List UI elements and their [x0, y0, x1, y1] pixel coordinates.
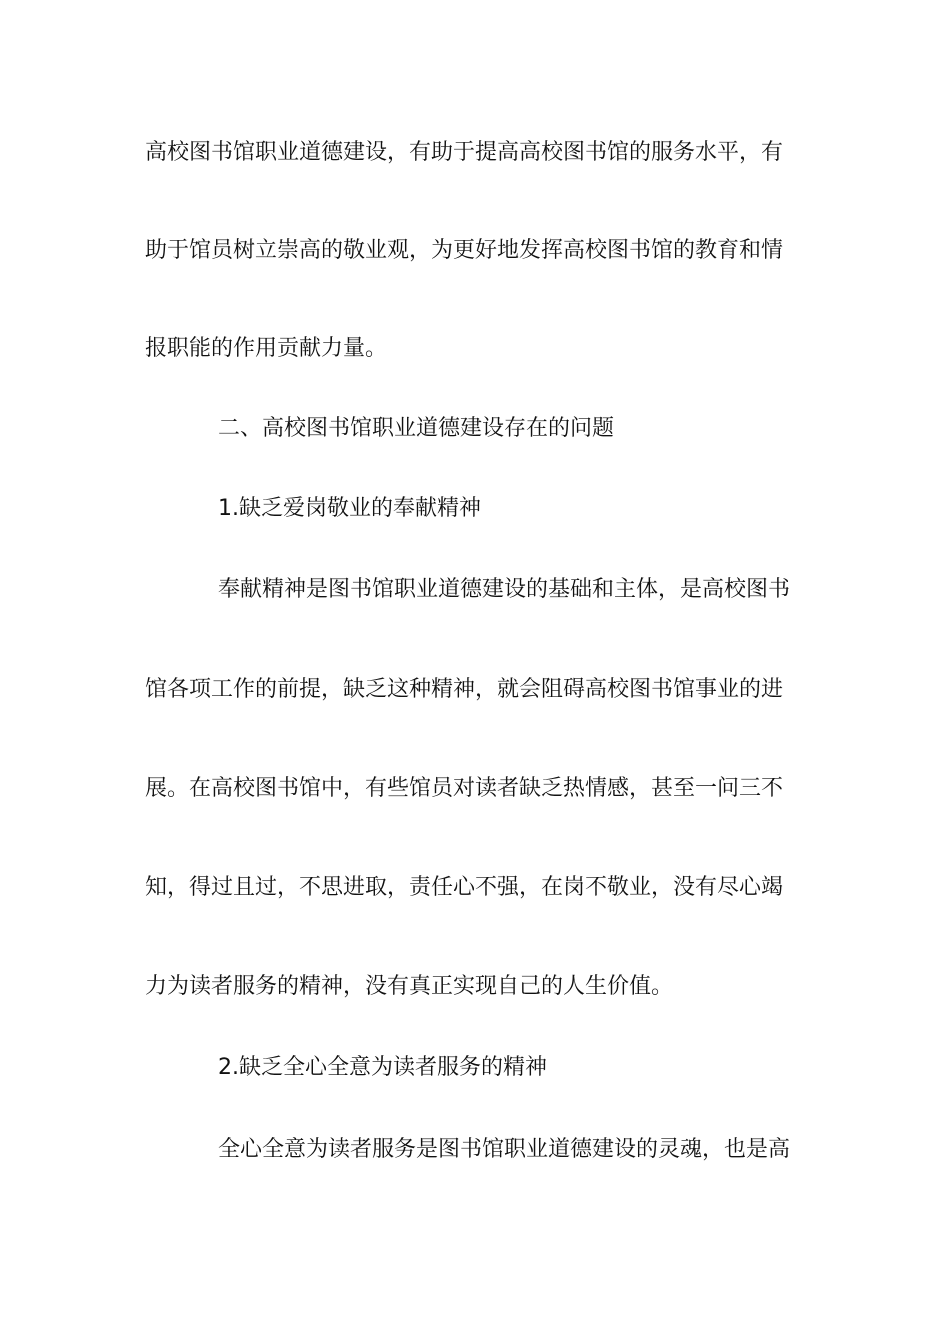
- paragraph-text-line: 奉献精神是图书馆职业道德建设的基础和主体，是高校图书: [218, 577, 791, 602]
- paragraph-text-line: 高校图书馆职业道德建设，有助于提高高校图书馆的服务水平，有: [145, 140, 784, 165]
- paragraph-text-line: 知，得过且过，不思进取，责任心不强，在岗不敬业，没有尽心竭: [145, 875, 784, 900]
- paragraph-text-line: 报职能的作用贡献力量。: [145, 336, 388, 361]
- paragraph-text-line: 助于馆员树立崇高的敬业观，为更好地发挥高校图书馆的教育和情: [145, 238, 784, 263]
- paragraph-text-line: 馆各项工作的前提，缺乏这种精神，就会阻碍高校图书馆事业的进: [145, 677, 784, 702]
- subheading: 2.缺乏全心全意为读者服务的精神: [218, 1055, 547, 1080]
- paragraph-text-line: 力为读者服务的精神，没有真正实现自己的人生价值。: [145, 974, 674, 999]
- subheading: 1.缺乏爱岗敬业的奉献精神: [218, 496, 481, 521]
- section-heading: 二、高校图书馆职业道德建设存在的问题: [218, 416, 615, 441]
- paragraph-text-line: 展。在高校图书馆中，有些馆员对读者缺乏热情感，甚至一问三不: [145, 776, 784, 801]
- paragraph-text-line: 全心全意为读者服务是图书馆职业道德建设的灵魂，也是高: [218, 1137, 791, 1162]
